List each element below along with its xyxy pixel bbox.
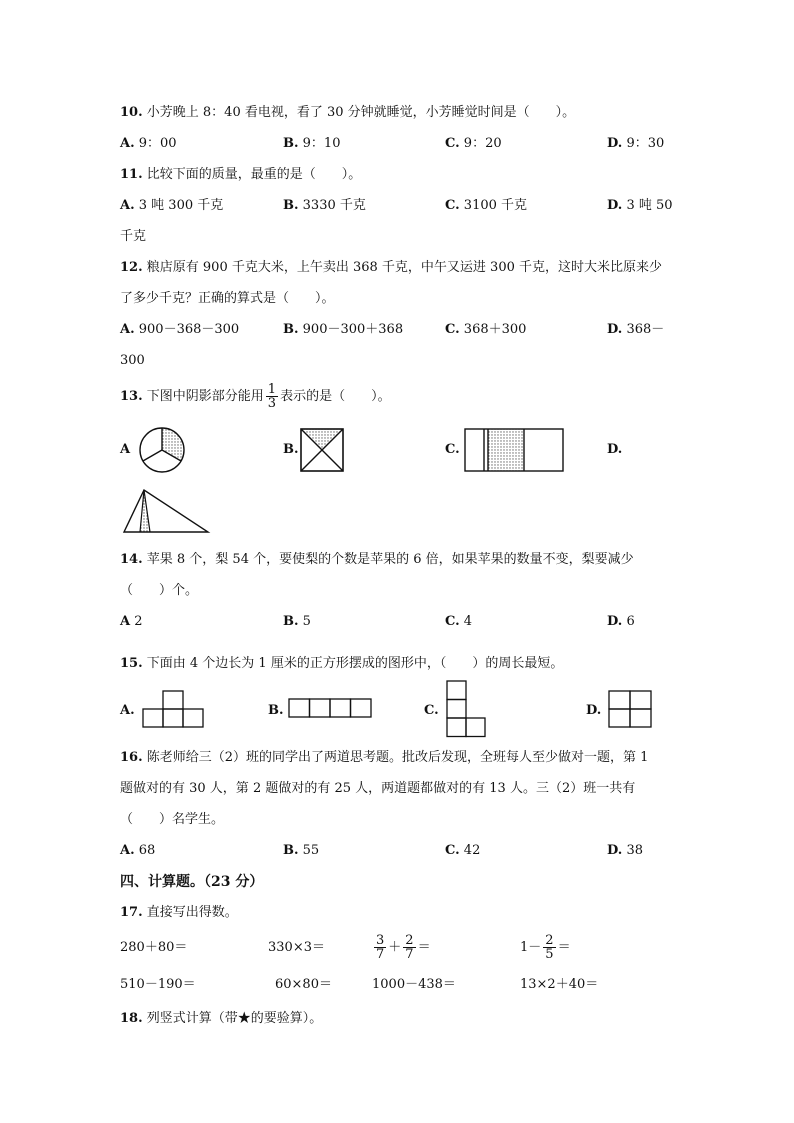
calc-item: 280＋80＝ [120, 940, 188, 955]
question-12: 12. 粮店原有 900 千克大米，上午卖出 368 千克，中午又运进 300 千克，这时大米比原来少 [120, 260, 662, 275]
option-b: B. 5 [283, 614, 311, 629]
option-a: A. 3 吨 300 千克 [120, 198, 224, 213]
option-a: A. 9：00 [120, 136, 177, 151]
calc-item: 13×2＋40＝ [520, 977, 599, 992]
option-a: A. 68 [120, 843, 156, 858]
option-wrap: 300 [120, 353, 145, 368]
option-b-label: B. [268, 703, 284, 718]
question-12-line2: 了多少千克？正确的算式是（ ）。 [120, 291, 335, 306]
question-16-line2: 题做对的有 30 人，第 2 题做对的有 25 人，两道题都做对的有 13 人。三（2）班一共有 [120, 781, 636, 796]
calc-item: 330×3＝ [268, 940, 325, 955]
option-b: B. 3330 千克 [283, 198, 366, 213]
option-d: D. 368－ [607, 322, 665, 337]
calc-item-fraction-diff: 1－ $\frac{2}{5}$ ＝ [520, 933, 571, 962]
line-shape-figure [288, 698, 374, 720]
question-stem: 小芳晚上 8：40 看电视，看了 30 分钟就睡觉，小芳睡觉时间是（ ）。 [146, 105, 576, 120]
question-17: 17. 直接写出得数。 [120, 905, 238, 920]
rectangle-parts-figure [464, 428, 564, 472]
question-10 [120, 104, 575, 122]
question-16-line3: （ ）名学生。 [120, 812, 225, 827]
option-b: B. 9：10 [283, 136, 341, 151]
option-b: B. 55 [283, 843, 320, 858]
option-a-label: A. [120, 703, 135, 718]
option-d: D. 6 [607, 614, 635, 629]
question-number: 10. [120, 105, 143, 120]
option-b: B. 900－300＋368 [283, 322, 404, 337]
t-shape-figure [142, 690, 206, 730]
section-title: 四、计算题。（23 分） [120, 874, 264, 890]
option-a: A 2 [120, 614, 143, 629]
option-c: C. 4 [445, 614, 473, 629]
l-shape-figure [446, 680, 490, 740]
option-d-label: D. [607, 442, 623, 457]
question-14: 14. 苹果 8 个，梨 54 个，要使梨的个数是苹果的 6 倍，如果苹果的数量不变，梨要减少 [120, 552, 634, 567]
question-16: 16. 陈老师给三（2）班的同学出了两道思考题。批改后发现，全班每人至少做对一题，第 1 [120, 750, 649, 765]
option-c: C. 42 [445, 843, 481, 858]
option-a: A. 900－368－300 [120, 322, 240, 337]
calc-item-fraction-sum: $\frac{3}{7}$ ＋ $\frac{2}{7}$ ＝ [376, 933, 431, 962]
option-d: D. 3 吨 50 [607, 198, 673, 213]
triangle-parts-figure [122, 488, 212, 534]
fraction-one-third: $\frac{1}{3}$ [267, 382, 277, 411]
option-a-label: A [120, 442, 131, 457]
circle-thirds-figure [138, 426, 186, 474]
option-d-label: D. [586, 703, 602, 718]
option-c-label: C. [445, 442, 460, 457]
calc-item: 1000－438＝ [372, 977, 456, 992]
option-b-label: B. [283, 442, 299, 457]
calc-item: 60×80＝ [275, 977, 332, 992]
square-shape-figure [608, 690, 654, 730]
option-wrap: 千克 [120, 229, 147, 244]
option-c: C. 9：20 [445, 136, 502, 151]
question-18: 18. 列竖式计算（带★的要验算）。 [120, 1011, 323, 1026]
option-c: C. 3100 千克 [445, 198, 528, 213]
option-d: D. 9：30 [607, 136, 665, 151]
option-c: C. 368＋300 [445, 322, 527, 337]
option-d: D. 38 [607, 843, 644, 858]
option-c-label: C. [424, 703, 439, 718]
question-13: 13. 下图中阴影部分能用 $\frac{1}{3}$ 表示的是（ ）。 [120, 382, 391, 411]
square-quarters-figure [300, 428, 344, 472]
question-14-line2: （ ）个。 [120, 583, 199, 598]
question-11: 11. 比较下面的质量，最重的是（ ）。 [120, 167, 362, 182]
calc-item: 510－190＝ [120, 977, 196, 992]
question-15: 15. 下面由 4 个边长为 1 厘米的正方形摆成的图形中，（ ）的周长最短。 [120, 656, 564, 671]
